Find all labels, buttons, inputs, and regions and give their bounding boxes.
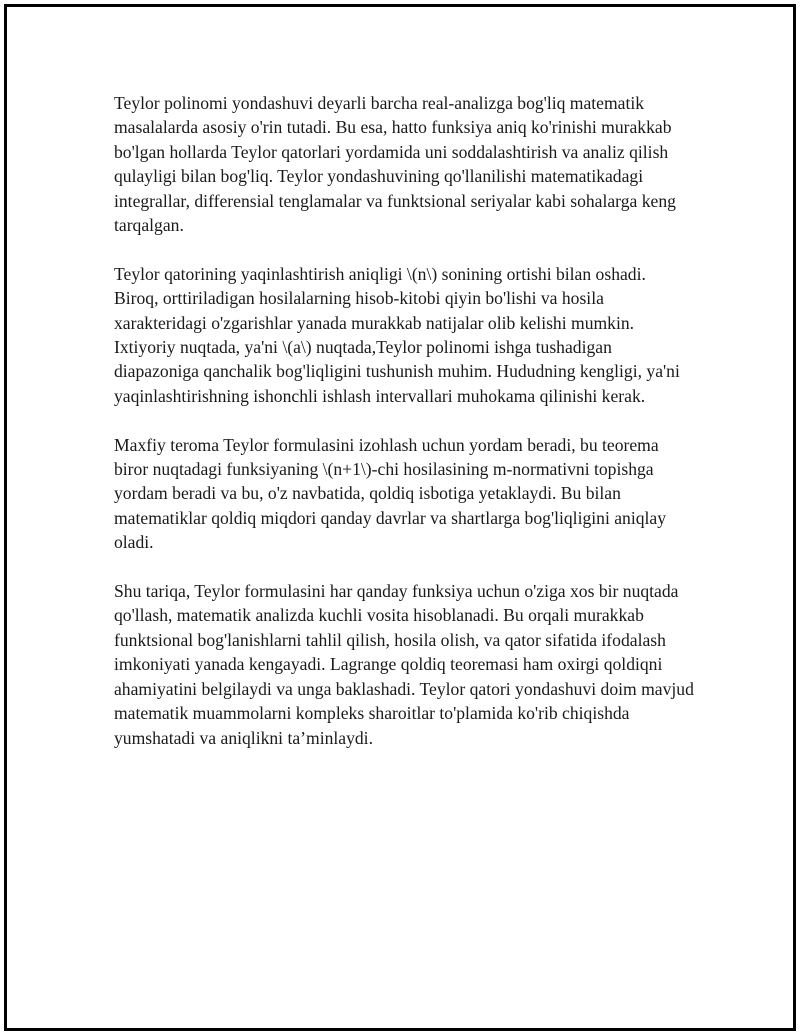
paragraph-1: Teylor polinomi yondashuvi deyarli barcha real-analizga bog'liq matematik masalalarda asosiy o'rin tutadi. Bu esa, hatto funksiya aniq ko'rinishi murakkab bo'lgan hollarda Teylor qatorlari yordamida uni soddalashtirish va analiz qilish qulayligi bilan bog'liq. Teylor yondashuvining qo'llanilishi matematikadagi integrallar, differensial tenglamalar va funktsional seriyalar kabi sohalarga keng tarqalgan.: [114, 93, 676, 236]
paragraph-2: Teylor qatorining yaqinlashtirish aniqligi \(n\) sonining ortishi bilan oshadi. Biroq, orttiriladigan hosilalarning hisob-kitobi qiyin bo'lishi va hosila xarakteridagi o'zgarishlar yanada murakkab natijalar olib kelishi mumkin. Ixtiyoriy nuqtada, ya'ni \(a\) nuqtada,Teylor polinomi ishga tushadigan diapazoniga qanchalik bog'liqligini tushunish muhim. Hududning kengligi, ya'ni yaqinlashtirishning ishonchli ishlash intervallari muhokama qilinishi kerak.: [114, 263, 680, 406]
paragraph-3: Maxfiy teroma Teylor formulasini izohlash uchun yordam beradi, bu teorema biror nuqtadagi funksiyaning \(n+1\)-chi hosilasining m-normativni topishga yordam beradi va bu, o'z navbatida, qoldiq isbotiga yetaklaydi. Bu bilan matematiklar qoldiq miqdori qanday davrlar va shartlarga bog'liqligini aniqlay oladi.: [114, 434, 667, 553]
paragraph-4: Shu tariqa, Teylor formulasini har qanday funksiya uchun o'ziga xos bir nuqtada qo'llash, matematik analizda kuchli vosita hisoblanadi. Bu orqali murakkab funktsional bog'lanishlarni tahlil qilish, hosila olish, va qator sifatida ifodalash imkoniyati yanada kengayadi. Lagrange qoldiq teoremasi ham oxirgi qoldiqni ahamiyatini belgilaydi va unga baklashadi. Teylor qatori yondashuvi doim mavjud matematik muammolarni kompleks sharoitlar to'plamida ko'rib chiqishda yumshatadi va aniqlikni ta’minlaydi.: [114, 581, 694, 748]
document-body: [114, 91, 694, 774]
